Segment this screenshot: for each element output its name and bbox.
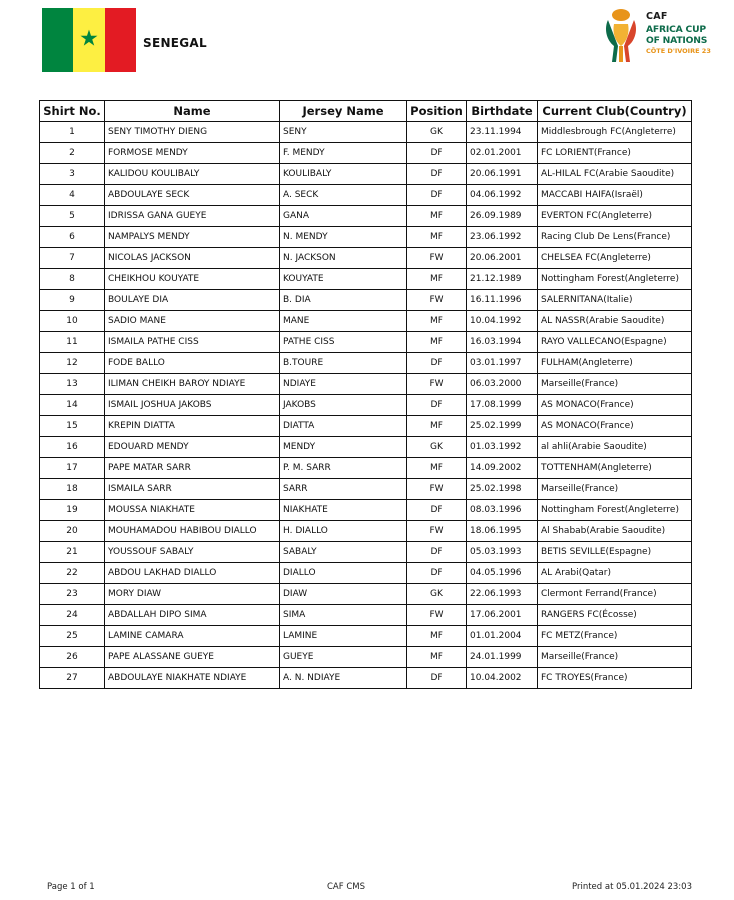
col-jersey-name-cell: SABALY: [280, 542, 407, 563]
col-shirt-no-cell: 12: [40, 353, 105, 374]
col-club-cell: Middlesbrough FC(Angleterre): [538, 122, 692, 143]
country-name: SENEGAL: [143, 36, 207, 50]
col-position-cell: FW: [407, 374, 467, 395]
col-position-cell: GK: [407, 437, 467, 458]
col-position-cell: DF: [407, 143, 467, 164]
col-birthdate-cell: 10.04.2002: [467, 668, 538, 689]
col-name-cell: MOUHAMADOU HABIBOU DIALLO: [105, 521, 280, 542]
col-jersey-name-cell: LAMINE: [280, 626, 407, 647]
table-row: [40, 143, 692, 164]
col-jersey-name-cell: GANA: [280, 206, 407, 227]
col-birthdate-cell: 01.03.1992: [467, 437, 538, 458]
col-position-cell: GK: [407, 122, 467, 143]
col-position-cell: DF: [407, 353, 467, 374]
col-club-cell: TOTTENHAM(Angleterre): [538, 458, 692, 479]
col-shirt-no-cell: 15: [40, 416, 105, 437]
col-shirt-no-cell: 13: [40, 374, 105, 395]
col-club-cell: Al Shabab(Arabie Saoudite): [538, 521, 692, 542]
col-name-cell: NAMPALYS MENDY: [105, 227, 280, 248]
table-row: [40, 647, 692, 668]
col-shirt-no-cell: 23: [40, 584, 105, 605]
col-shirt-no-cell: 21: [40, 542, 105, 563]
afcon-logo: [600, 6, 710, 64]
col-name-cell: MORY DIAW: [105, 584, 280, 605]
table-row: [40, 479, 692, 500]
col-jersey-name-cell: DIAW: [280, 584, 407, 605]
col-name-cell: ISMAILA PATHE CISS: [105, 332, 280, 353]
col-jersey-name-cell: SENY: [280, 122, 407, 143]
col-club-cell: RANGERS FC(Écosse): [538, 605, 692, 626]
star-icon: ★: [79, 26, 99, 52]
col-birthdate-cell: 06.03.2000: [467, 374, 538, 395]
col-name-cell: ABDOULAYE NIAKHATE NDIAYE: [105, 668, 280, 689]
table-body: [40, 122, 692, 689]
col-jersey-name-cell: JAKOBS: [280, 395, 407, 416]
col-name-cell: ISMAILA SARR: [105, 479, 280, 500]
table-row: [40, 269, 692, 290]
col-birthdate-cell: 21.12.1989: [467, 269, 538, 290]
table-row: [40, 458, 692, 479]
logo-line1: AFRICA CUP: [646, 24, 706, 35]
col-birthdate-cell: 01.01.2004: [467, 626, 538, 647]
squad-table: [39, 100, 692, 689]
col-jersey-name-cell: B. DIA: [280, 290, 407, 311]
col-name-cell: LAMINE CAMARA: [105, 626, 280, 647]
col-birthdate-cell: 08.03.1996: [467, 500, 538, 521]
col-jersey-name-cell: DIATTA: [280, 416, 407, 437]
col-club-cell: RAYO VALLECANO(Espagne): [538, 332, 692, 353]
col-jersey-name-cell: MANE: [280, 311, 407, 332]
col-name-cell: YOUSSOUF SABALY: [105, 542, 280, 563]
col-shirt-no-cell: 6: [40, 227, 105, 248]
col-shirt-no-cell: 7: [40, 248, 105, 269]
col-birthdate-cell: 20.06.1991: [467, 164, 538, 185]
col-club-cell: Marseille(France): [538, 374, 692, 395]
col-position-cell: DF: [407, 542, 467, 563]
col-position-cell: MF: [407, 647, 467, 668]
table-row: [40, 311, 692, 332]
table-row: [40, 164, 692, 185]
printed-timestamp: Printed at 05.01.2024 23:03: [572, 882, 692, 892]
col-shirt-no-cell: 22: [40, 563, 105, 584]
col-jersey-name-cell: GUEYE: [280, 647, 407, 668]
col-birthdate-header: Birthdate: [467, 101, 538, 122]
col-club-cell: MACCABI HAIFA(Israël): [538, 185, 692, 206]
col-jersey-name-cell: N. JACKSON: [280, 248, 407, 269]
col-shirt-no-cell: 27: [40, 668, 105, 689]
col-name-cell: ABDOU LAKHAD DIALLO: [105, 563, 280, 584]
col-shirt-no-cell: 18: [40, 479, 105, 500]
flag-band-green: [42, 8, 73, 72]
table-row: [40, 206, 692, 227]
col-position-cell: FW: [407, 605, 467, 626]
col-club-cell: CHELSEA FC(Angleterre): [538, 248, 692, 269]
col-jersey-name-cell: B.TOURE: [280, 353, 407, 374]
col-shirt-no-cell: 4: [40, 185, 105, 206]
col-name-cell: EDOUARD MENDY: [105, 437, 280, 458]
col-name-cell: MOUSSA NIAKHATE: [105, 500, 280, 521]
col-club-cell: AL-HILAL FC(Arabie Saoudite): [538, 164, 692, 185]
col-name-cell: PAPE MATAR SARR: [105, 458, 280, 479]
col-birthdate-cell: 16.03.1994: [467, 332, 538, 353]
table-row: [40, 248, 692, 269]
col-position-cell: FW: [407, 521, 467, 542]
col-birthdate-cell: 04.05.1996: [467, 563, 538, 584]
table-row: [40, 626, 692, 647]
col-position-header: Position: [407, 101, 467, 122]
col-club-cell: FC METZ(France): [538, 626, 692, 647]
col-birthdate-cell: 17.08.1999: [467, 395, 538, 416]
col-birthdate-cell: 25.02.1999: [467, 416, 538, 437]
col-name-cell: FODE BALLO: [105, 353, 280, 374]
col-club-cell: AL Arabi(Qatar): [538, 563, 692, 584]
col-position-cell: MF: [407, 269, 467, 290]
col-club-cell: AS MONACO(France): [538, 416, 692, 437]
col-birthdate-cell: 23.06.1992: [467, 227, 538, 248]
col-birthdate-cell: 16.11.1996: [467, 290, 538, 311]
col-position-cell: DF: [407, 500, 467, 521]
col-jersey-name-cell: DIALLO: [280, 563, 407, 584]
col-name-header: Name: [105, 101, 280, 122]
col-birthdate-cell: 17.06.2001: [467, 605, 538, 626]
col-club-cell: EVERTON FC(Angleterre): [538, 206, 692, 227]
table-row: [40, 605, 692, 626]
trophy-icon: [600, 6, 644, 64]
logo-line3: CÔTE D'IVOIRE 23: [646, 47, 711, 55]
col-club-cell: Nottingham Forest(Angleterre): [538, 500, 692, 521]
col-club-cell: BETIS SEVILLE(Espagne): [538, 542, 692, 563]
col-jersey-name-cell: KOULIBALY: [280, 164, 407, 185]
table-row: [40, 542, 692, 563]
table-row: [40, 122, 692, 143]
table-row: [40, 290, 692, 311]
col-shirt-no-cell: 10: [40, 311, 105, 332]
col-position-cell: FW: [407, 248, 467, 269]
col-birthdate-cell: 23.11.1994: [467, 122, 538, 143]
col-shirt-no-header: Shirt No.: [40, 101, 105, 122]
col-shirt-no-cell: 2: [40, 143, 105, 164]
col-jersey-name-cell: N. MENDY: [280, 227, 407, 248]
col-club-cell: Racing Club De Lens(France): [538, 227, 692, 248]
col-birthdate-cell: 22.06.1993: [467, 584, 538, 605]
col-birthdate-cell: 20.06.2001: [467, 248, 538, 269]
col-birthdate-cell: 10.04.1992: [467, 311, 538, 332]
col-name-cell: BOULAYE DIA: [105, 290, 280, 311]
col-position-cell: MF: [407, 227, 467, 248]
table-row: [40, 584, 692, 605]
table-row: [40, 332, 692, 353]
col-birthdate-cell: 24.01.1999: [467, 647, 538, 668]
col-jersey-name-cell: NDIAYE: [280, 374, 407, 395]
flag-band-red: [105, 8, 136, 72]
col-club-cell: Nottingham Forest(Angleterre): [538, 269, 692, 290]
table-row: [40, 185, 692, 206]
col-jersey-name-cell: H. DIALLO: [280, 521, 407, 542]
page-number: Page 1 of 1: [47, 882, 95, 892]
table-row: [40, 416, 692, 437]
col-name-cell: ABDALLAH DIPO SIMA: [105, 605, 280, 626]
col-club-cell: AL NASSR(Arabie Saoudite): [538, 311, 692, 332]
logo-caf: CAF: [646, 11, 668, 22]
col-birthdate-cell: 14.09.2002: [467, 458, 538, 479]
col-club-cell: FC LORIENT(France): [538, 143, 692, 164]
col-name-cell: ILIMAN CHEIKH BAROY NDIAYE: [105, 374, 280, 395]
col-shirt-no-cell: 9: [40, 290, 105, 311]
col-position-cell: DF: [407, 185, 467, 206]
col-club-cell: Marseille(France): [538, 479, 692, 500]
footer-source: CAF CMS: [327, 882, 366, 892]
table-row: [40, 563, 692, 584]
col-position-cell: MF: [407, 458, 467, 479]
col-name-cell: KREPIN DIATTA: [105, 416, 280, 437]
col-shirt-no-cell: 17: [40, 458, 105, 479]
col-position-cell: MF: [407, 626, 467, 647]
col-position-cell: MF: [407, 416, 467, 437]
table-row: [40, 668, 692, 689]
col-birthdate-cell: 04.06.1992: [467, 185, 538, 206]
col-club-cell: FC TROYES(France): [538, 668, 692, 689]
col-birthdate-cell: 03.01.1997: [467, 353, 538, 374]
col-position-cell: MF: [407, 206, 467, 227]
col-shirt-no-cell: 19: [40, 500, 105, 521]
col-name-cell: SENY TIMOTHY DIENG: [105, 122, 280, 143]
table-row: [40, 395, 692, 416]
col-jersey-name-cell: NIAKHATE: [280, 500, 407, 521]
col-jersey-name-cell: A. SECK: [280, 185, 407, 206]
col-jersey-name-cell: MENDY: [280, 437, 407, 458]
col-birthdate-cell: 26.09.1989: [467, 206, 538, 227]
col-jersey-name-cell: PATHE CISS: [280, 332, 407, 353]
col-shirt-no-cell: 25: [40, 626, 105, 647]
col-club-cell: FULHAM(Angleterre): [538, 353, 692, 374]
col-club-cell: Clermont Ferrand(France): [538, 584, 692, 605]
col-position-cell: FW: [407, 479, 467, 500]
col-jersey-name-cell: A. N. NDIAYE: [280, 668, 407, 689]
col-shirt-no-cell: 14: [40, 395, 105, 416]
col-club-cell: al ahli(Arabie Saoudite): [538, 437, 692, 458]
col-jersey-name-cell: SIMA: [280, 605, 407, 626]
col-position-cell: FW: [407, 290, 467, 311]
table-row: [40, 500, 692, 521]
col-name-cell: IDRISSA GANA GUEYE: [105, 206, 280, 227]
col-club-cell: SALERNITANA(Italie): [538, 290, 692, 311]
col-shirt-no-cell: 3: [40, 164, 105, 185]
col-shirt-no-cell: 20: [40, 521, 105, 542]
col-shirt-no-cell: 1: [40, 122, 105, 143]
col-shirt-no-cell: 16: [40, 437, 105, 458]
col-position-cell: DF: [407, 668, 467, 689]
col-club-header: Current Club(Country): [538, 101, 692, 122]
col-jersey-name-cell: SARR: [280, 479, 407, 500]
col-shirt-no-cell: 24: [40, 605, 105, 626]
col-jersey-name-cell: KOUYATE: [280, 269, 407, 290]
col-name-cell: ABDOULAYE SECK: [105, 185, 280, 206]
col-name-cell: SADIO MANE: [105, 311, 280, 332]
col-jersey-name-header: Jersey Name: [280, 101, 407, 122]
col-shirt-no-cell: 5: [40, 206, 105, 227]
col-club-cell: Marseille(France): [538, 647, 692, 668]
col-position-cell: DF: [407, 164, 467, 185]
table-row: [40, 227, 692, 248]
col-jersey-name-cell: P. M. SARR: [280, 458, 407, 479]
col-name-cell: CHEIKHOU KOUYATE: [105, 269, 280, 290]
table-row: [40, 374, 692, 395]
col-name-cell: FORMOSE MENDY: [105, 143, 280, 164]
senegal-flag: [42, 8, 136, 72]
col-name-cell: ISMAIL JOSHUA JAKOBS: [105, 395, 280, 416]
table-row: [40, 521, 692, 542]
col-birthdate-cell: 25.02.1998: [467, 479, 538, 500]
logo-line2: OF NATIONS: [646, 35, 708, 46]
table-row: [40, 353, 692, 374]
col-position-cell: GK: [407, 584, 467, 605]
col-shirt-no-cell: 8: [40, 269, 105, 290]
col-birthdate-cell: 18.06.1995: [467, 521, 538, 542]
col-name-cell: PAPE ALASSANE GUEYE: [105, 647, 280, 668]
table-header-row: [40, 101, 692, 122]
col-jersey-name-cell: F. MENDY: [280, 143, 407, 164]
col-birthdate-cell: 02.01.2001: [467, 143, 538, 164]
table-row: [40, 437, 692, 458]
col-name-cell: NICOLAS JACKSON: [105, 248, 280, 269]
col-position-cell: MF: [407, 332, 467, 353]
col-name-cell: KALIDOU KOULIBALY: [105, 164, 280, 185]
col-birthdate-cell: 05.03.1993: [467, 542, 538, 563]
col-position-cell: DF: [407, 395, 467, 416]
col-club-cell: AS MONACO(France): [538, 395, 692, 416]
col-position-cell: MF: [407, 311, 467, 332]
col-shirt-no-cell: 26: [40, 647, 105, 668]
col-shirt-no-cell: 11: [40, 332, 105, 353]
col-position-cell: DF: [407, 563, 467, 584]
